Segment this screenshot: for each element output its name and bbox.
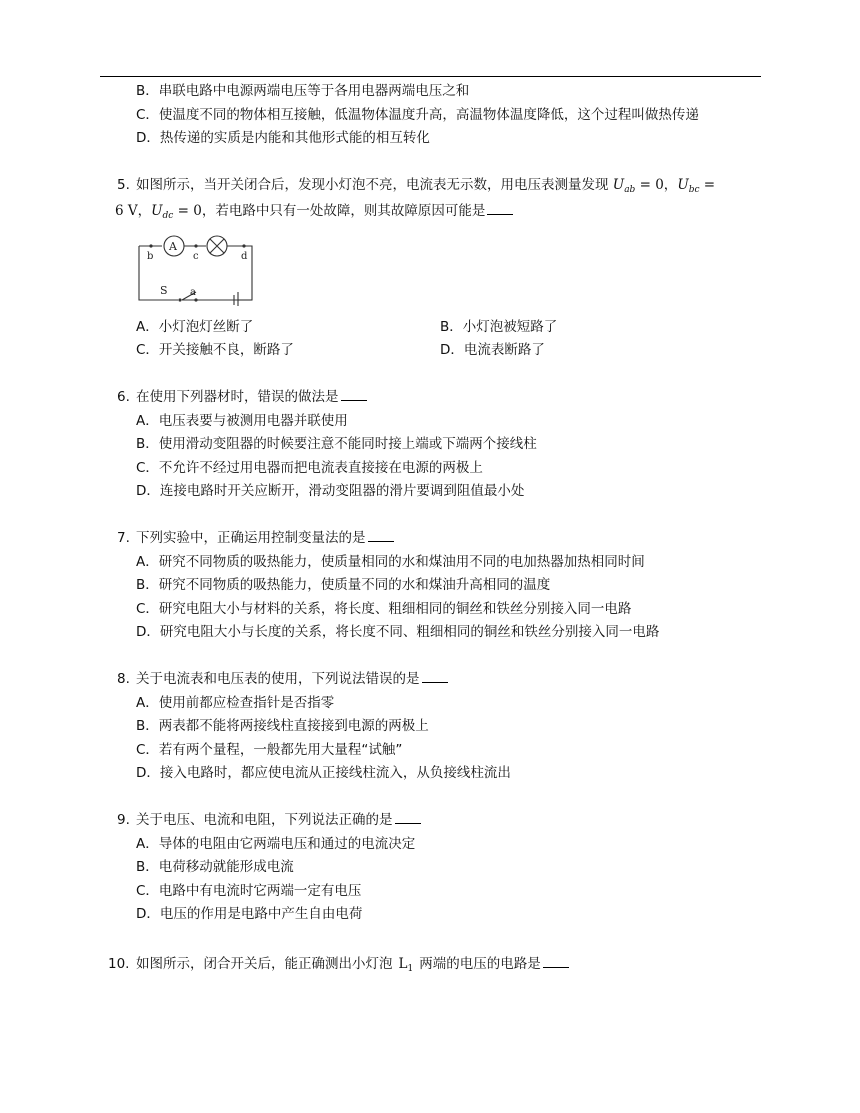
option-a: A．电压表要与被测用电器并联使用 bbox=[136, 413, 348, 429]
stem-text: 如图所示，闭合开关后，能正确测出小灯泡 bbox=[136, 956, 393, 972]
lamp-subscript: 1 bbox=[407, 964, 414, 974]
answer-blank bbox=[422, 670, 448, 683]
question-stem bbox=[136, 955, 569, 978]
node-a bbox=[194, 298, 197, 301]
math-rest: = bbox=[699, 177, 716, 193]
math-var: U bbox=[151, 203, 163, 219]
option-c: C．开关接触不良，断路了 bbox=[136, 342, 294, 358]
option-b: B．研究不同物质的吸热能力，使质量不同的水和煤油升高相同的温度 bbox=[136, 577, 551, 593]
node-b bbox=[149, 244, 152, 247]
math-sub: bc bbox=[688, 185, 700, 195]
math-rest: = 0， bbox=[635, 177, 678, 193]
header-rule bbox=[100, 76, 761, 77]
stem-text: 关于电流表和电压表的使用，下列说法错误的是 bbox=[136, 671, 420, 687]
question-number: 8. bbox=[117, 671, 130, 687]
question-number: 6. bbox=[117, 389, 130, 405]
option-d: D．研究电阻大小与长度的关系，将长度不同、粗细相同的铜丝和铁丝分别接入同一电路 bbox=[136, 624, 660, 640]
option-a: A．小灯泡灯丝断了 bbox=[136, 319, 254, 335]
question-number: 7. bbox=[117, 530, 130, 546]
option-b: B．使用滑动变阻器的时候要注意不能同时接上端或下端两个接线柱 bbox=[136, 436, 537, 452]
option-b: B．小灯泡被短路了 bbox=[440, 319, 558, 335]
node-d bbox=[242, 244, 245, 247]
label-d: d bbox=[241, 251, 248, 262]
label-b: b bbox=[147, 251, 154, 262]
option-d: D．热传递的实质是内能和其他形式能的相互转化 bbox=[136, 130, 430, 146]
option-a: A．研究不同物质的吸热能力，使质量相同的水和煤油用不同的电加热器加热相同时间 bbox=[136, 554, 645, 570]
math-sub: ab bbox=[624, 185, 636, 195]
stem-text: 若电路中只有一处故障，则其故障原因可能是 bbox=[215, 203, 486, 219]
answer-blank bbox=[395, 811, 421, 824]
option-d: D．接入电路时，都应使电流从正接线柱流入，从负接线柱流出 bbox=[136, 765, 511, 781]
label-c: c bbox=[193, 251, 199, 262]
option-b: B．电荷移动就能形成电流 bbox=[136, 859, 294, 875]
lamp-cross bbox=[210, 239, 224, 253]
option-b: B．串联电路中电源两端电压等于各用电器两端电压之和 bbox=[136, 83, 470, 99]
ammeter-label: A bbox=[169, 240, 177, 253]
lamp-symbol-text: L bbox=[398, 956, 408, 972]
option-c: C．电路中有电流时它两端一定有电压 bbox=[136, 883, 362, 899]
stem-text: 关于电压、电流和电阻，下列说法正确的是 bbox=[136, 812, 393, 828]
switch-label: S bbox=[160, 284, 168, 297]
stem-text: 在使用下列器材时，错误的做法是 bbox=[136, 389, 339, 405]
option-a: A．导体的电阻由它两端电压和通过的电流决定 bbox=[136, 836, 416, 852]
question-stem bbox=[136, 176, 715, 199]
option-b: B．两表都不能将两接线柱直接接到电源的两极上 bbox=[136, 718, 429, 734]
question-stem bbox=[136, 670, 448, 688]
option-a: A．使用前都应检查指针是否指零 bbox=[136, 695, 335, 711]
answer-blank bbox=[368, 529, 394, 542]
question-number: 10. bbox=[108, 956, 130, 972]
label-a: a bbox=[190, 287, 196, 298]
option-c: C．若有两个量程，一般都先用大量程“试触” bbox=[136, 742, 403, 758]
stem-text: 如图所示，当开关闭合后，发现小灯泡不亮，电流表无示数，用电压表测量发现 bbox=[136, 177, 609, 193]
math-rest: = 0， bbox=[173, 203, 216, 219]
wire bbox=[139, 246, 178, 300]
option-d: D．连接电路时开关应断开，滑动变阻器的滑片要调到阻值最小处 bbox=[136, 483, 525, 499]
option-d: D．电压的作用是电路中产生自由电荷 bbox=[136, 906, 363, 922]
stem-text: 下列实验中，正确运用控制变量法的是 bbox=[136, 530, 366, 546]
option-c: C．使温度不同的物体相互接触，低温物体温度升高，高温物体温度降低，这个过程叫做热传递 bbox=[136, 107, 699, 123]
answer-blank bbox=[487, 202, 513, 215]
battery-symbol bbox=[234, 292, 238, 306]
question-number: 9. bbox=[117, 812, 130, 828]
option-c: C．研究电阻大小与材料的关系，将长度、粗细相同的铜丝和铁丝分别接入同一电路 bbox=[136, 601, 632, 617]
option-d: D．电流表断路了 bbox=[440, 342, 545, 358]
node-c bbox=[194, 244, 197, 247]
option-c: C．不允许不经过用电器而把电流表直接接在电源的两极上 bbox=[136, 460, 483, 476]
stem-text: 两端的电压的电路是 bbox=[419, 956, 541, 972]
question-stem bbox=[136, 388, 367, 406]
question-number: 5. bbox=[117, 177, 130, 193]
math-var: U bbox=[612, 177, 625, 193]
math-sub: dc bbox=[162, 211, 174, 221]
node-switch bbox=[178, 298, 181, 301]
answer-blank bbox=[543, 955, 569, 968]
answer-blank bbox=[341, 388, 367, 401]
circuit-diagram bbox=[134, 234, 258, 306]
question-stem bbox=[136, 811, 421, 829]
question-stem bbox=[136, 529, 394, 547]
math-var: U bbox=[677, 177, 689, 193]
question-stem-line2 bbox=[115, 202, 513, 225]
math-rest: 6 V， bbox=[115, 203, 152, 219]
